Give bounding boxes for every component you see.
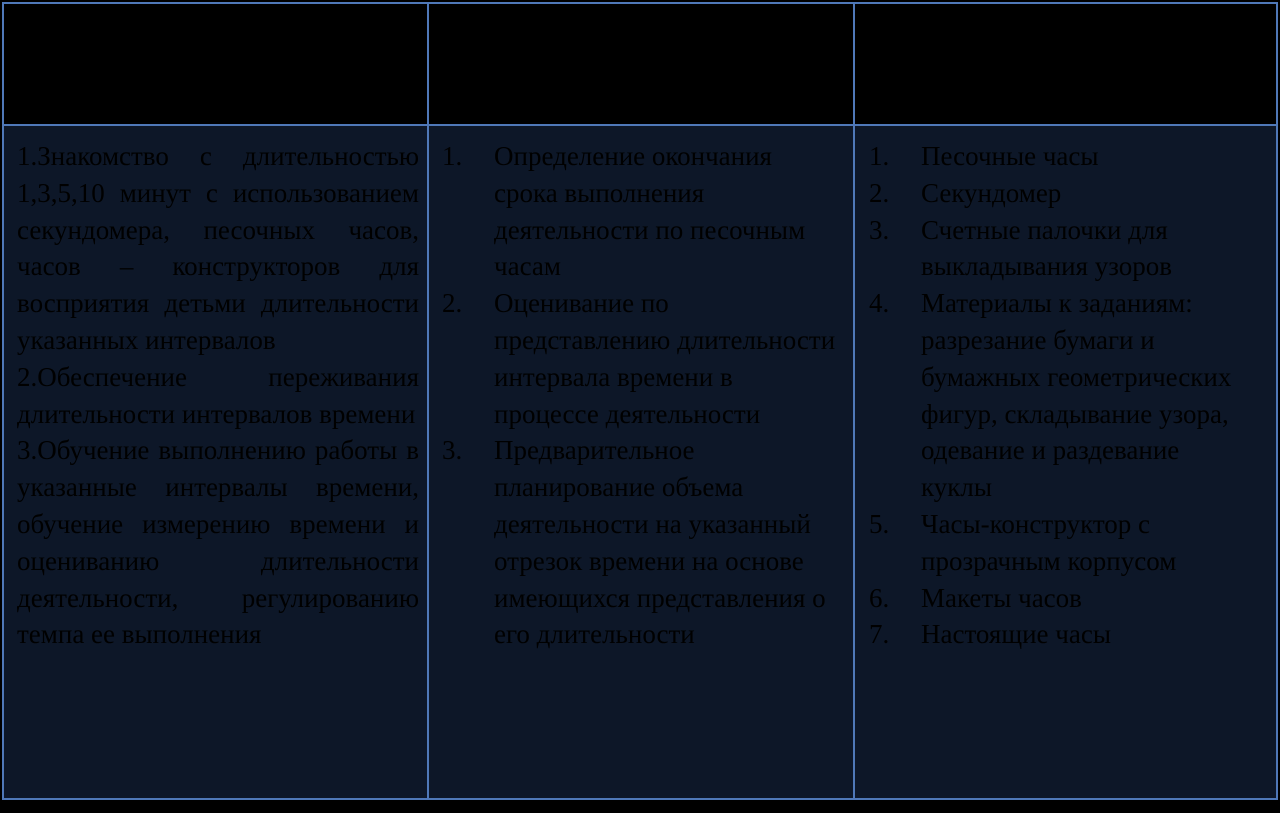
column-materials [855, 126, 1276, 798]
list-item-number: 2. [869, 177, 890, 208]
column-methods [429, 126, 855, 798]
list-item-text: Часы-конструктор с прозрачным корпусом [921, 508, 1177, 576]
list-item-text: Оценивание по представлению длительности интервала времени в процессе деятельности [494, 288, 836, 429]
list-item [869, 212, 1256, 286]
list-item-number: 5. [869, 508, 890, 539]
header-cell-3 [855, 4, 1276, 126]
task-paragraph: 2.Обеспечение переживания длительности интервалов времени [17, 361, 419, 429]
header-cell-1 [4, 4, 429, 126]
list-item-text: Материалы к заданиям: разрезание бумаги и бумажных геометрических фигур, складывание узора, одевание и раздевание куклы [921, 288, 1232, 503]
task-paragraph: 3.Обучение выполнению работы в указанные интервалы времени, обучение измерению времени и оцениванию длительности деятельности, регулированию темпа ее выполнения [17, 435, 419, 650]
list-item-number: 3. [442, 435, 463, 466]
list-item [869, 506, 1256, 580]
list-item-text: Песочные часы [921, 141, 1099, 171]
list-item [442, 285, 839, 432]
list-item [442, 432, 839, 653]
content-table [2, 2, 1278, 800]
list-item-number: 4. [869, 288, 890, 319]
list-item-text: Секундомер [921, 177, 1062, 208]
list-item-number: 3. [869, 214, 890, 245]
task-paragraph: 1.Знакомство с длительностью 1,3,5,10 минут с использованием секундомера, песочных часов, часов – конструкторов для восприятия детьми длительности указанных интервалов [17, 141, 419, 355]
list-item [869, 580, 1256, 617]
list-item [869, 285, 1256, 506]
list-item [869, 175, 1256, 212]
list-item-number: 7. [869, 619, 890, 650]
list-item [869, 138, 1256, 175]
list-item-text: Определение окончания срока выполнения деятельности по песочным часам [494, 141, 806, 282]
list-item-text: Счетные палочки для выкладывания узоров [921, 214, 1173, 282]
list-item-number: 1. [869, 141, 890, 171]
list-item [442, 138, 839, 285]
list-item-number: 2. [442, 288, 463, 319]
list-item-number: 6. [869, 582, 890, 613]
methods-list [442, 138, 839, 653]
column-tasks [4, 126, 429, 798]
header-cell-2 [429, 4, 855, 126]
list-item-number: 1. [442, 141, 463, 171]
list-item-text: Предварительное планирование объема деятельности на указанный отрезок времени на основе имеющихся представления о его длительности [494, 435, 826, 650]
list-item-text: Настоящие часы [921, 619, 1111, 650]
list-item-text: Макеты часов [921, 582, 1082, 613]
list-item [869, 616, 1256, 653]
materials-list [869, 138, 1256, 653]
